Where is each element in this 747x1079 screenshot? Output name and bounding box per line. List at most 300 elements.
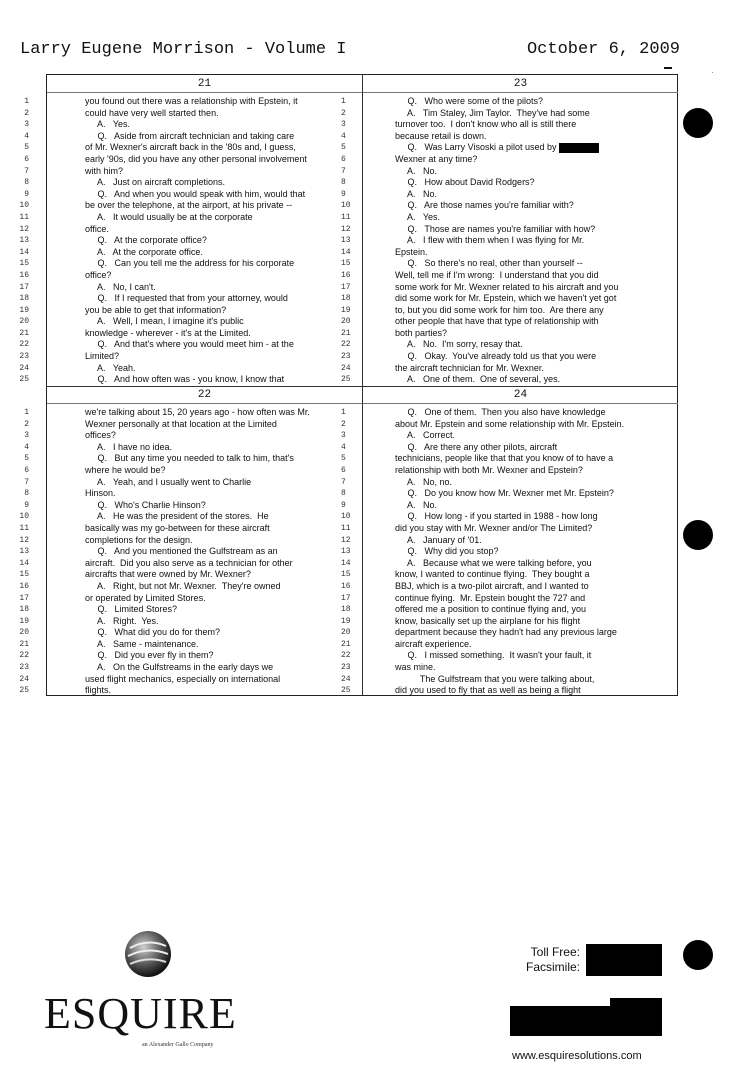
line-number: 3 bbox=[341, 120, 346, 130]
line-number: 11 bbox=[341, 523, 351, 533]
line-number: 3 bbox=[341, 431, 346, 441]
line-number: 12 bbox=[341, 224, 351, 234]
transcript-line bbox=[341, 304, 678, 317]
transcript-line bbox=[19, 685, 362, 697]
line-text: A. Right, but not Mr. Wexner. They're owned bbox=[85, 580, 281, 591]
transcript-line bbox=[341, 569, 678, 581]
line-number: 18 bbox=[19, 294, 29, 304]
transcript-lines bbox=[341, 96, 678, 386]
transcript-line bbox=[341, 142, 678, 154]
line-number: 4 bbox=[341, 442, 346, 452]
transcript-line bbox=[19, 223, 362, 236]
transcript-line bbox=[19, 281, 362, 294]
transcript-line bbox=[19, 546, 362, 558]
line-text: aircraft. Did you also serve as a technician for other bbox=[85, 557, 293, 568]
transcript-line bbox=[341, 407, 678, 419]
transcript-line bbox=[341, 453, 678, 465]
line-number: 11 bbox=[19, 523, 29, 533]
transcript-line bbox=[341, 223, 678, 236]
line-number: 13 bbox=[19, 547, 29, 557]
redacted-address bbox=[510, 1006, 662, 1036]
line-number: 24 bbox=[19, 674, 29, 684]
line-number: 9 bbox=[341, 500, 346, 510]
line-text: relationship with both Mr. Wexner and Epstein? bbox=[395, 464, 583, 475]
line-text: Q. And you mentioned the Gulfstream as an bbox=[85, 546, 278, 557]
line-number: 10 bbox=[341, 512, 351, 522]
transcript-line bbox=[341, 534, 678, 547]
line-text: Q. Do you know how Mr. Wexner met Mr. Epstein? bbox=[395, 488, 614, 499]
transcript-line bbox=[341, 200, 678, 212]
line-number: 9 bbox=[24, 500, 29, 510]
line-text: continue flying. Mr. Epstein bought the 727 and bbox=[395, 592, 586, 603]
deponent-volume: Larry Eugene Morrison - Volume I bbox=[20, 40, 347, 59]
line-text: A. He was the president of the stores. He bbox=[85, 511, 269, 522]
line-number: 22 bbox=[19, 651, 29, 661]
website-link[interactable]: www.esquiresolutions.com bbox=[512, 1050, 642, 1062]
line-text: Q. Can you tell me the address for his corporate bbox=[85, 258, 295, 269]
line-text: Q. How long - if you started in 1988 - how long bbox=[395, 511, 598, 522]
line-number: 14 bbox=[341, 558, 351, 568]
transcript-line bbox=[19, 615, 362, 628]
line-number: 8 bbox=[24, 178, 29, 188]
hole-punch-mark bbox=[683, 520, 713, 550]
line-text: Q. But any time you needed to talk to him, that's bbox=[85, 453, 294, 464]
transcript-lines bbox=[19, 96, 362, 386]
line-number: 7 bbox=[24, 477, 29, 487]
line-number: 2 bbox=[24, 108, 29, 118]
transcript-line bbox=[19, 211, 362, 224]
line-text: BBJ, which is a two-pilot aircraft, and I wanted to bbox=[395, 580, 589, 591]
line-number: 11 bbox=[341, 212, 351, 222]
line-text: Q. Who's Charlie Hinson? bbox=[85, 499, 206, 510]
transcript-line bbox=[19, 650, 362, 662]
line-number: 20 bbox=[19, 628, 29, 638]
transcript-line bbox=[24, 107, 362, 120]
toll-free-label: Toll Free: bbox=[530, 945, 580, 959]
line-text: department because they hadn't had any previous large bbox=[395, 627, 617, 638]
line-number: 6 bbox=[24, 154, 29, 164]
line-number: 5 bbox=[24, 454, 29, 464]
transcript-line bbox=[19, 258, 362, 270]
transcript-line bbox=[341, 592, 678, 605]
transcript-page-23 bbox=[341, 75, 678, 386]
transcript-lines bbox=[341, 407, 678, 697]
line-text: used flight mechanics, especially on international bbox=[85, 673, 281, 684]
line-text: A. Yes. bbox=[395, 211, 441, 222]
line-number: 15 bbox=[19, 570, 29, 580]
transcript-line bbox=[341, 327, 678, 340]
transcript-line bbox=[24, 188, 362, 201]
line-text: A. Tim Staley, Jim Taylor. They've had some bbox=[395, 107, 590, 118]
transcript-line bbox=[19, 374, 362, 386]
line-text: basically was my go-between for these aircraft bbox=[85, 522, 270, 533]
line-text: Q. Are there any other pilots, aircraft bbox=[395, 441, 558, 452]
line-text: Wexner at any time? bbox=[395, 153, 478, 164]
transcript-line bbox=[19, 557, 362, 570]
line-number: 13 bbox=[19, 236, 29, 246]
transcript-line bbox=[24, 96, 362, 108]
line-text: A. One of them. One of several, yes. bbox=[395, 374, 561, 385]
line-text: know, basically set up the airplane for his flight bbox=[395, 615, 581, 626]
line-number: 13 bbox=[341, 547, 351, 557]
line-text: Q. So there's no real, other than yourself -- bbox=[395, 258, 583, 269]
line-number: 13 bbox=[341, 236, 351, 246]
transcript-line bbox=[24, 499, 362, 512]
transcript-line bbox=[341, 177, 678, 189]
line-number: 10 bbox=[341, 201, 351, 211]
line-text: A. Correct. bbox=[395, 430, 456, 441]
transcript-line bbox=[341, 96, 678, 108]
line-number: 7 bbox=[341, 166, 346, 176]
line-text: flights. bbox=[85, 685, 112, 696]
transcript-line bbox=[24, 430, 362, 442]
line-number: 14 bbox=[341, 247, 351, 257]
line-number: 8 bbox=[341, 178, 346, 188]
line-number: 18 bbox=[341, 605, 351, 615]
facsimile-label: Facsimile: bbox=[525, 960, 580, 974]
line-number: 2 bbox=[24, 419, 29, 429]
line-text: with him? bbox=[85, 165, 124, 176]
line-number: 24 bbox=[341, 674, 351, 684]
line-text: A. It would usually be at the corporate bbox=[85, 211, 253, 222]
line-text: A. No, I can't. bbox=[85, 281, 156, 292]
transcript-line bbox=[24, 441, 362, 454]
line-text: could have very well started then. bbox=[85, 107, 219, 118]
line-text: Q. One of them. Then you also have knowledge bbox=[395, 407, 606, 417]
line-text: completions for the design. bbox=[85, 534, 193, 545]
transcript-line bbox=[19, 522, 362, 535]
line-text: Q. Did you ever fly in them? bbox=[85, 650, 214, 661]
transcript-line bbox=[341, 107, 678, 120]
transcript-line bbox=[19, 580, 362, 593]
transcript-line bbox=[19, 569, 362, 581]
line-text: A. On the Gulfstreams in the early days we bbox=[85, 662, 274, 673]
line-text: of Mr. Wexner's aircraft back in the '80s and, I guess, bbox=[85, 142, 296, 153]
line-text: Q. Are those names you're familiar with? bbox=[395, 200, 574, 211]
line-text: some work for Mr. Wexner related to his aircraft and you bbox=[395, 281, 619, 292]
transcript-line bbox=[341, 673, 678, 686]
transcript-line bbox=[19, 316, 362, 328]
transcript-line bbox=[341, 153, 678, 166]
line-number: 3 bbox=[24, 120, 29, 130]
transcript-line bbox=[341, 188, 678, 201]
transcript-line bbox=[341, 476, 678, 489]
scan-speck: · bbox=[711, 68, 714, 77]
line-number: 23 bbox=[19, 352, 29, 362]
line-number: 15 bbox=[341, 259, 351, 269]
transcript-line bbox=[24, 418, 362, 431]
line-text: A. No, no. bbox=[395, 476, 453, 487]
transcript-line bbox=[341, 499, 678, 512]
line-text: office. bbox=[85, 223, 109, 234]
line-text: A. Same - maintenance. bbox=[85, 638, 199, 649]
line-number: 23 bbox=[341, 663, 351, 673]
line-text: Limited? bbox=[85, 351, 120, 362]
line-number: 18 bbox=[341, 294, 351, 304]
line-text: you found out there was a relationship with Epstein, it bbox=[85, 96, 298, 106]
transcript-line bbox=[341, 638, 678, 651]
line-number: 5 bbox=[24, 143, 29, 153]
line-number: 25 bbox=[19, 686, 29, 696]
line-text: to, but you did some work for him too. Are there any bbox=[395, 304, 604, 315]
contact-block bbox=[480, 938, 670, 1068]
transcript-line bbox=[19, 327, 362, 340]
transcript-line bbox=[341, 235, 678, 247]
line-text: Q. And when you would speak with him, would that bbox=[85, 188, 306, 199]
line-number: 25 bbox=[19, 375, 29, 385]
transcript-line bbox=[341, 546, 678, 558]
line-number: 9 bbox=[341, 189, 346, 199]
transcript-line bbox=[24, 453, 362, 465]
transcript-line bbox=[19, 511, 362, 523]
line-text: other people that have that type of relationship with bbox=[395, 316, 599, 327]
transcript-line bbox=[19, 662, 362, 674]
transcript-line bbox=[19, 351, 362, 363]
transcript-line bbox=[341, 650, 678, 662]
line-number: 25 bbox=[341, 375, 351, 385]
line-text: A. I have no idea. bbox=[85, 441, 173, 452]
transcript-line bbox=[19, 339, 362, 351]
line-number: 20 bbox=[19, 317, 29, 327]
line-text: A. Right. Yes. bbox=[85, 615, 159, 626]
line-text: Q. Okay. You've already told us that you were bbox=[395, 351, 597, 362]
transcript-line bbox=[341, 246, 678, 259]
line-text: Q. How about David Rodgers? bbox=[395, 177, 535, 188]
line-number: 12 bbox=[19, 224, 29, 234]
line-number: 1 bbox=[24, 97, 29, 106]
line-text: A. At the corporate office. bbox=[85, 246, 203, 257]
line-number: 8 bbox=[341, 489, 346, 499]
hole-punch-mark bbox=[683, 108, 713, 138]
line-text: did you stay with Mr. Wexner and/or The Limited? bbox=[395, 522, 593, 533]
transcript-line bbox=[341, 374, 678, 386]
transcript-line bbox=[341, 685, 678, 697]
line-text: aircraft experience. bbox=[395, 638, 472, 649]
line-number: 2 bbox=[341, 419, 346, 429]
line-number: 19 bbox=[19, 616, 29, 626]
redacted-name bbox=[559, 143, 599, 153]
transcript-line bbox=[19, 638, 362, 651]
line-text: you be able to get that information? bbox=[85, 304, 227, 315]
redacted-address-tab bbox=[610, 998, 662, 1010]
document-header bbox=[20, 40, 680, 64]
line-text: or operated by Limited Stores. bbox=[85, 592, 206, 603]
transcript-line bbox=[341, 604, 678, 616]
transcript-line bbox=[341, 362, 678, 375]
line-number: 12 bbox=[19, 535, 29, 545]
page-number: 23 bbox=[363, 75, 678, 93]
transcript-line bbox=[24, 142, 362, 154]
line-number: 16 bbox=[341, 581, 351, 591]
transcript-line bbox=[341, 211, 678, 224]
transcript-line bbox=[341, 119, 678, 131]
line-text: The Gulfstream that you were talking about, bbox=[395, 673, 595, 684]
line-text: Q. Who were some of the pilots? bbox=[395, 96, 544, 106]
line-text: A. Just on aircraft completions. bbox=[85, 177, 226, 188]
line-text: did you used to fly that as well as being a flight bbox=[395, 685, 581, 696]
transcript-line bbox=[341, 430, 678, 442]
line-number: 12 bbox=[341, 535, 351, 545]
line-text: aircrafts that were owned by Mr. Wexner? bbox=[85, 569, 251, 580]
line-text: offices? bbox=[85, 430, 116, 441]
line-text: Q. Those are names you're familiar with how? bbox=[395, 223, 596, 234]
transcript-page-24 bbox=[341, 386, 678, 697]
transcript-line bbox=[341, 557, 678, 570]
line-text: the aircraft technician for Mr. Wexner. bbox=[395, 362, 544, 373]
line-text: Q. Why did you stop? bbox=[395, 546, 499, 557]
line-text: technicians, people like that that you know of to have a bbox=[395, 453, 614, 464]
transcript-line bbox=[341, 511, 678, 523]
transcript-page-22 bbox=[19, 386, 362, 697]
line-number: 21 bbox=[341, 328, 351, 338]
transcript-line bbox=[24, 407, 362, 419]
line-number: 16 bbox=[19, 270, 29, 280]
line-number: 17 bbox=[19, 593, 29, 603]
line-text: Q. And that's where you would meet him - at the bbox=[85, 339, 294, 350]
line-number: 22 bbox=[341, 651, 351, 661]
line-number: 6 bbox=[341, 465, 346, 475]
transcript-line bbox=[341, 293, 678, 305]
line-text: A. I flew with them when I was flying for Mr. bbox=[395, 235, 585, 246]
line-text: A. Because what we were talking before, you bbox=[395, 557, 592, 568]
line-text: about Mr. Epstein and some relationship with Mr. Epstein. bbox=[395, 418, 625, 429]
line-text: Q. At the corporate office? bbox=[85, 235, 207, 246]
line-number: 7 bbox=[24, 166, 29, 176]
line-number: 6 bbox=[24, 465, 29, 475]
line-number: 17 bbox=[341, 593, 351, 603]
transcript-line bbox=[19, 293, 362, 305]
line-text: did some work for Mr. Epstein, which we haven't yet got bbox=[395, 293, 617, 304]
transcript-line bbox=[341, 316, 678, 328]
line-number: 21 bbox=[341, 639, 351, 649]
line-text: Q. And how often was - you know, I know that bbox=[85, 374, 285, 385]
line-number: 8 bbox=[24, 489, 29, 499]
transcript-line bbox=[341, 281, 678, 294]
transcript-line bbox=[19, 269, 362, 282]
line-text: turnover too. I don't know who all is still there bbox=[395, 119, 577, 130]
line-number: 21 bbox=[19, 639, 29, 649]
line-number: 5 bbox=[341, 143, 346, 153]
line-number: 23 bbox=[19, 663, 29, 673]
line-text: A. No. bbox=[395, 165, 438, 176]
transcript-line bbox=[19, 534, 362, 547]
line-number: 16 bbox=[341, 270, 351, 280]
transcript-grid bbox=[19, 74, 678, 696]
hole-punch-mark bbox=[683, 940, 713, 970]
transcript-line bbox=[19, 627, 362, 639]
transcript-line bbox=[24, 476, 362, 489]
transcript-line bbox=[341, 269, 678, 282]
line-number: 19 bbox=[341, 616, 351, 626]
line-number: 15 bbox=[341, 570, 351, 580]
page-number: 22 bbox=[47, 386, 362, 404]
line-number: 23 bbox=[341, 352, 351, 362]
line-number: 14 bbox=[19, 247, 29, 257]
line-number: 9 bbox=[24, 189, 29, 199]
line-number: 4 bbox=[341, 131, 346, 141]
line-number: 24 bbox=[341, 363, 351, 373]
transcript-line bbox=[24, 165, 362, 178]
line-number: 4 bbox=[24, 131, 29, 141]
line-text: A. Yeah, and I usually went to Charlie bbox=[85, 476, 252, 487]
transcript-lines bbox=[19, 407, 362, 697]
transcript-line bbox=[341, 615, 678, 628]
line-text: because retail is down. bbox=[395, 130, 487, 141]
line-number: 1 bbox=[341, 408, 346, 417]
redacted-phone-numbers bbox=[586, 944, 662, 976]
line-text: A. Well, I mean, I imagine it's public bbox=[85, 316, 244, 327]
transcript-line bbox=[24, 130, 362, 143]
line-text: A. Yeah. bbox=[85, 362, 136, 373]
transcript-line bbox=[341, 165, 678, 178]
line-text: Q. I missed something. It wasn't your fault, it bbox=[395, 650, 592, 661]
transcript-line bbox=[341, 130, 678, 143]
line-text: Q. If I requested that from your attorney, would bbox=[85, 293, 288, 304]
transcript-line bbox=[24, 488, 362, 500]
transcript-line bbox=[341, 464, 678, 477]
line-text: offered me a position to continue flying and, you bbox=[395, 604, 586, 615]
line-text: Q. Was Larry Visoski a pilot used by bbox=[395, 142, 599, 154]
line-number: 10 bbox=[19, 512, 29, 522]
line-text: Epstein. bbox=[395, 246, 428, 257]
transcript-line bbox=[341, 339, 678, 351]
line-number: 22 bbox=[19, 340, 29, 350]
line-number: 19 bbox=[19, 305, 29, 315]
line-number: 1 bbox=[24, 408, 29, 417]
transcript-line bbox=[19, 592, 362, 605]
page-number: 21 bbox=[47, 75, 362, 93]
transcript-line bbox=[341, 441, 678, 454]
transcript-line bbox=[24, 177, 362, 189]
transcript-line bbox=[19, 200, 362, 212]
line-text: Q. What did you do for them? bbox=[85, 627, 221, 638]
transcript-line bbox=[24, 464, 362, 477]
line-text: early '90s, did you have any other personal involvement bbox=[85, 153, 307, 164]
line-text: know, I wanted to continue flying. They bought a bbox=[395, 569, 590, 580]
line-text: A. January of '01. bbox=[395, 534, 482, 545]
line-number: 3 bbox=[24, 431, 29, 441]
line-text: Hinson. bbox=[85, 488, 116, 499]
line-text: where he would be? bbox=[85, 464, 166, 475]
line-number: 2 bbox=[341, 108, 346, 118]
line-number: 20 bbox=[341, 628, 351, 638]
line-text: Wexner personally at that location at the Limited bbox=[85, 418, 277, 429]
transcript-line bbox=[19, 673, 362, 686]
line-number: 11 bbox=[19, 212, 29, 222]
line-number: 1 bbox=[341, 97, 346, 106]
line-number: 22 bbox=[341, 340, 351, 350]
line-text: A. No. bbox=[395, 188, 438, 199]
line-number: 10 bbox=[19, 201, 29, 211]
line-text: A. No. I'm sorry, resay that. bbox=[395, 339, 523, 350]
transcript-line bbox=[341, 662, 678, 674]
transcript-line bbox=[341, 488, 678, 500]
transcript-line bbox=[341, 627, 678, 639]
line-text: be over the telephone, at the airport, at his private -- bbox=[85, 200, 293, 211]
brand-tagline: an Alexander Gallo Company bbox=[142, 1042, 214, 1048]
line-number: 17 bbox=[19, 282, 29, 292]
line-text: both parties? bbox=[395, 327, 448, 338]
transcript-line bbox=[19, 362, 362, 375]
globe-icon bbox=[122, 928, 174, 980]
line-number: 7 bbox=[341, 477, 346, 487]
line-number: 16 bbox=[19, 581, 29, 591]
line-number: 21 bbox=[19, 328, 29, 338]
line-text: office? bbox=[85, 269, 112, 280]
line-number: 5 bbox=[341, 454, 346, 464]
line-number: 4 bbox=[24, 442, 29, 452]
transcript-line bbox=[24, 119, 362, 131]
